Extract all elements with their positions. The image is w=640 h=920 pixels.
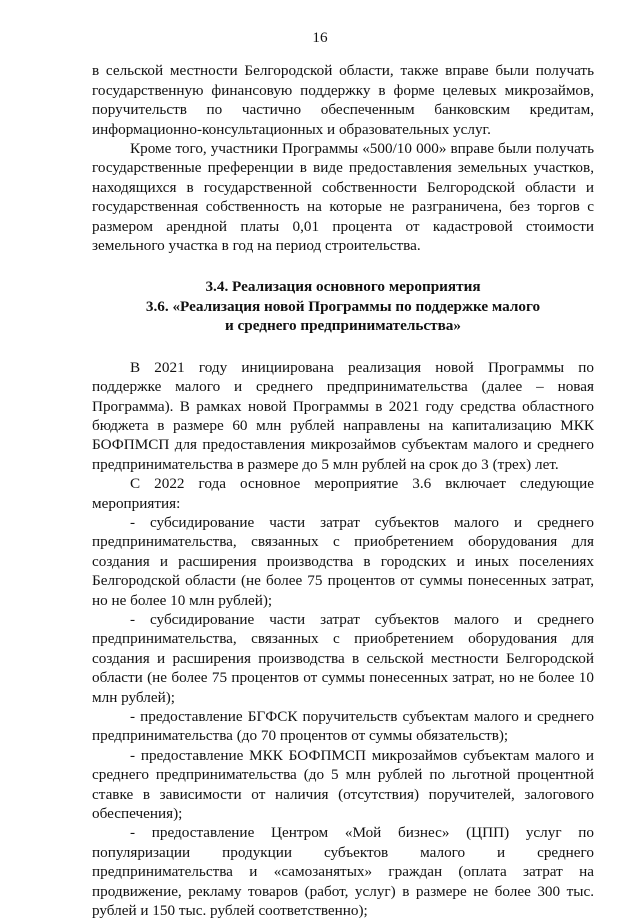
body-paragraph-2: С 2022 года основное мероприятие 3.6 включает следующие мероприятия:	[92, 475, 594, 512]
section-heading-line-2: 3.6. «Реализация новой Программы по поддержке малого	[145, 297, 541, 315]
page-number: 16	[312, 29, 328, 46]
section-heading-line-3: и среднего предпринимательства»	[224, 317, 461, 335]
list-item-subsidy-rural: - субсидирование части затрат субъектов малого и среднего предпринимательства, связанных с приобретением оборудования для создания и расширения производства в сельской местности Белгородской области (не более 75 процентов от суммы понесенных затрат, но не более 10 млн рублей);	[92, 610, 594, 706]
section-heading-line-1: 3.4. Реализация основного мероприятия	[205, 278, 481, 296]
body-paragraph-1: В 2021 году инициирована реализация новой Программы по поддержке малого и среднего предпринимательства (далее – новая Программа). В рамках новой Программы в 2021 году средства областного бюджета в размере 60 млн рублей направлены на капитализацию МКК БОФПМСП для предоставления микрозаймов субъектам малого и среднего предпринимательства в размере до 5 млн рублей на срок до 3 (трех) лет.	[92, 358, 594, 473]
intro-paragraph-1: в сельской местности Белгородской области, также вправе были получать государственную финансовую поддержку в форме целевых микрозаймов, поручительств по частично обеспеченным банковским кредитам, информационно-консультационных и образовательных услуг.	[92, 62, 594, 138]
intro-paragraph-2: Кроме того, участники Программы «500/10 000» вправе были получать государственные преференции в виде предоставления земельных участков, находящихся в государственной собственности Белгородской области и государственная собственность на которые не разграничена, без торгов с размером арендной платы 0,01 процента от кадастровой стоимости земельного участка в год на период строительства.	[92, 140, 594, 255]
list-item-promotion: - предоставление Центром «Мой бизнес» (ЦПП) услуг по популяризации продукции субъектов малого и среднего предпринимательства и «самозанятых» граждан (оплата затрат на продвижение, рекламу товаров (работ, услуг) в размере не более 300 тыс. рублей и 150 тыс. рублей соответственно);	[92, 824, 594, 920]
section-heading	[92, 277, 594, 335]
list-item-guarantees: - предоставление БГФСК поручительств субъектам малого и среднего предпринимательства (до 70 процентов от суммы обязательств);	[92, 708, 594, 745]
list-item-subsidy-urban: - субсидирование части затрат субъектов малого и среднего предпринимательства, связанных с приобретением оборудования для создания и расширения производства в городских и иных поселениях Белгородской области (не более 75 процентов от суммы понесенных затрат, но не более 10 млн рублей);	[92, 513, 594, 609]
list-item-microloans: - предоставление МКК БОФПМСП микрозаймов субъектам малого и среднего предпринимательства (до 5 млн рублей по льготной процентной ставке в зависимости от наличия (отсутствия) поручителей, залогового обеспечения);	[92, 746, 594, 823]
